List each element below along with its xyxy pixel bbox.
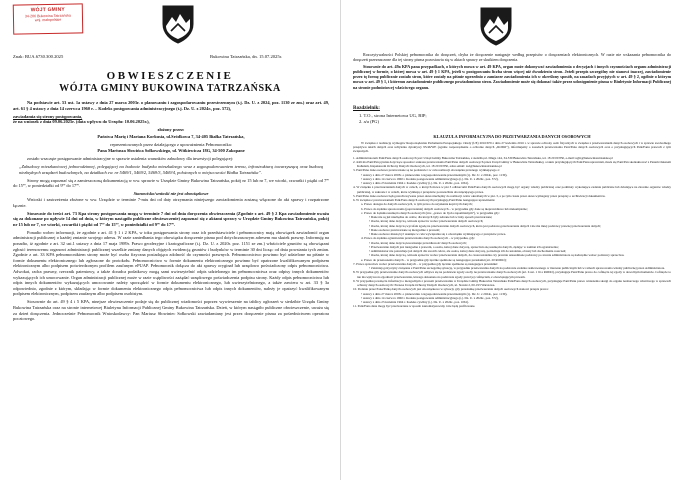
stamp-line-1: WÓJT GMINY [30, 6, 66, 14]
stamp-line-3: woj. małopolskie [34, 17, 62, 23]
gdpr-clause-item: • Osoba, której dane dotyczą, wniosła sprzeciw wobec przetwarzania danych osobowych; [369, 219, 484, 224]
document-page-right [341, 0, 679, 480]
gdpr-clause-item: e. Prawo do przenoszenia danych – w przypadku gdy łącznie spełnione są następujące przesłanki (art. 20 RODO); [361, 257, 507, 262]
gdpr-clause-title: KLAUZULA INFORMACYJNA DO PRZETWARZANIA DANYCH OSOBOWYCH [433, 133, 591, 139]
stamp-line-2: 34-206 Bukowina Tatrzańska [24, 13, 72, 18]
gdpr-clause-item: • ustawy z dnia 23 kwietnia 1964 r. Kodeks cywilny (t.j. Dz. U. z 2024r., poz. 1061). [361, 181, 469, 186]
notify-line: że na wniosek z dnia 09.06.2025r. (data wpływu do Urzędu: 10.06.2025r.), [13, 119, 150, 125]
represented-label: reprezentowanych przez działającego z upoważnienia Pełnomocnika: [110, 141, 232, 147]
gdpr-clause-item: • Administrator nie potrzebuje już danych dla swoich celów, ale osoba, której dane dotyczą, potrzebuje ich do ustalenia, obrony lub dochodzenia roszczeń; [369, 249, 567, 254]
office-stamp [13, 3, 84, 34]
gdpr-clause-item: a. Prawo dostępu do danych osobowych, w tym prawo do uzyskania kopii tych danych; [361, 202, 473, 207]
gdpr-clause-item: • Osoba, której dane dotyczą wycofała zgodę na przetwarzanie danych osobowych, która jest podstawą przetwarzania danych i nie ma innej podstawy prawnej przetwarzania danych; [369, 223, 602, 228]
continuation-paragraph-2: Stosownie do art. 49a KPA pana przypadkach, o których mowa w art. 49 KPA, organ może dokonywać zawiadomienia o decyzjach i innych czynnościach organu administracji publicznej w formie, o której mowa w art. 49 § 1 KPA, jeżeli w postępowaniu liczba stron więcej niż dwudziestu stron. Jeżeli przepis szczególny nie stanowi inaczej, zawiadomienie przez tę formę publicznie zostało stron, które zostały na piśmie uprzednio z zamiarze zawiadomienia ich w określony sposób, na zasadach przyjętych w art. 49 § 2, ogólnie o którym mowa w art. 49 § 1, i któremu zawiadomienie publicznego powiadomiono stron. Zawiadomienie może się dokonać także przez udostępnienie pisma w Biuletynie Informacji Publicznej na stronie podmiotowej właściwego organu. [353, 64, 671, 90]
gdpr-clause-item: 1. Administratorem Pani/Pana danych osobowych jest: Urząd Gminy Bukowina Tatrzańska, z siedzibą ul. Długa 144, 34-530 Bukowina Tatrzańska, tel. 18 20 00 850, e-mail: ugbt@bukowinatatrzanska.pl [353, 155, 613, 160]
gdpr-clause-item: • ustawy z dnia 27 marca 2003r. o planowaniu i zagospodarowaniu przestrzennym (t.j. Dz. U. z 2024r., poz. 1130), [361, 172, 508, 177]
coat-of-arms-icon [479, 6, 513, 46]
legal-info-paragraph: Ponadto wobec informacji, że zgodnie z art. 41 § 1 i 2 KPA, w toku postępowania strony oraz ich przedstawiciele i pełnomocnicy mają obowiązek zawiadomić organ administracji publicznej o każdej zmianie swojego adresu. W razie zaniedbania tego obowiązku doręczenie pisma pod dotychczasowym adresem ma skutek prawny. Informuję na ponadto, iż zgodnie z art. 32 ust.1 ustawy z dnia 17 maja 1989r. Prawo geodezyjne i kartograficzne (t.j. Dz. U. z 2020r. poz. 1151 ze zm.) właściciele gruntów są obowiązani zgłosić terenowemu organowi administracji publicznej wszelkie zmiany danych objętych ewidencją gruntów i budynków w terminie 30 dni licząc od dnia powstania tych zmian. Zgodnie z art. 33 KPA pełnomocnikiem strony może być osoba fizyczna posiadająca zdolność do czynności prawnych. Pełnomocnictwo powinno być udzielone na piśmie w formie dokumentu elektronicznego lub zgłoszone do protokołu. Pełnomocnictwo w formie dokumentu elektronicznego powinno być opatrzone kwalifikowanym podpisem elektronicznym albo podpisem potwierdzonym profilem zaufanym ePUAP. Pełnomocnik dołącza do akt sprawy oryginał lub urzędowo poświadczony odpis pełnomocnictwa. Adwokat, radca prawny, rzecznik patentowy, a także doradca podatkowy mogą sami uwierzytelnić odpis udzielonego im pełnomocnictwa oraz odpisy innych dokumentów wykazujących ich umocowanie. Organ administracji publicznej może w razie wątpliwości zażądać urzędowego poświadczenia podpisu strony. Każdy odpis pełnomocnictwa lub odpis innych dokumentów wykazujących umocowanie należy sporządzić w formie dokumentu elektronicznego, lub uwierzytelnionego, a także zawiera w art. 33 § 3a odpowiednio, zgodnie z którym, składając w formie dokumentu elektronicznego odpis pełnomocnictwa lub odpis innych dokumentów, należy je opatrzyć kwalifikowanym podpisem elektronicznym, podpisem zaufanym albo podpisem osobistym. [13, 229, 329, 297]
gdpr-clause-item: 7. Prawo sprzeciwu wobec przetwarzania danych – w przypadku gdy łącznie spełnione są następujące przesłanki: [353, 261, 498, 266]
access-paragraph: Strony mogą zapoznać się z zamieszczoną dokumentacją w ww. sprawie w Urzędzie Gminy Bukowina Tatrzańska, pokój nr 15 lub nr 7, we wtorki, czwartki i piątki od 7ºº do 15ºº, w poniedziałki od 9ºº do 17ºº. [13, 177, 329, 189]
gdpr-clause-item: 2. Jeśli ma Pani/Pan pytania dotyczące sposobu i zakresu przetwarzania Pani/Pana danych osobowych przez Urząd Gminy w Bukowinie Tatrzańskiej, a także przysługujących Pani/Panu uprawnień, może się Pani/Pan skontaktować z Panem Oskarem Kahulem, Inspektorem Ochrony Danych Osobowych, tel. 18 20 00 850, adres email: iod@bukowinatatrzanska.pl [353, 159, 671, 169]
gdpr-clause-item: • Dane osobowe przetwarzane są niezgodnie z prawem; [369, 227, 440, 232]
distribution-item: 2. a/a (PG) [359, 118, 380, 124]
gdpr-clause-item: 5. Pani/Pana dane osobowe będą przechowywane przez okres niezbędny do realizacji celów określonych w pkt. 3, a po tym czasie przez okres wymagany przez przepisy o archiwizacji dokumentów. [353, 193, 606, 198]
gdpr-clause-item: • Przetwarzanie danych jest niezgodne z prawem, a osoba, której dane dotyczą, sprzeciwia się usunięciu danych, żądając w zamian ich ograniczenia; [369, 244, 559, 249]
gdpr-clause [353, 141, 671, 309]
distribution-title: Rozdzielnik: [353, 105, 380, 111]
gdpr-clause-item: • ustawy z dnia 14 czerwca 1960 r. Kodeks postępowania administracyjnego (t.j. Dz. U. z 2024r., poz. 572), [361, 295, 499, 300]
place-and-date: Bukowina Tatrzańska, dn. 15.07.2025r. [210, 54, 283, 59]
distribution-list [353, 113, 671, 125]
gdpr-clause-item: 6. W związku z przetwarzaniem Pani/Pana danych osobowych przysługują Pani/Panu następujące uprawnienia: [353, 198, 496, 203]
gdpr-clause-item: b. Prawo do żądania sprostowania (poprawiania) danych osobowych – w przypadku gdy dane są nieprawidłowe lub niekompletne; [361, 206, 528, 211]
gdpr-clause-item: 9. W przypadku powzięcia informacji o niezgodnym z prawem przetwarzaniu w Urzędzie Gminy Bukowina Tatrzańska Pani/Pana danych osobowych, przysługuje Pani/Panu prawo wniesienia skargi do organu nadzorczego właściwego w sprawach ochrony danych osobowych: Prezesa Urzędu Ochrony Danych Osobowych, ul. Stawki 2, 00-193 Warszawa. [353, 278, 671, 288]
gdpr-intro: W związku z realizacją wymogów Rozporządzenia Parlamentu Europejskiego i Rady (UE) 2016/679 z dnia 27 kwietnia 2016 r. w sprawie ochrony osób fizycznych w związku z przetwarzaniem danych osobowych i w sprawie swobodnego przepływu takich danych oraz uchylenia dyrektywy 95/46/WE (ogólne rozporządzenie o ochronie danych „RODO”), informujemy o zasadach przetwarzania Pani/Pana danych osobowych oraz o przysługujących Pani/Panu prawach z tym związanych. [353, 140, 671, 154]
notify-label: zawiadamia się strony postępowania, [13, 113, 83, 119]
filed-by-label: złożony przez: [157, 127, 185, 133]
remarks-paragraph: Wnioski i zastrzeżenia złożone w ww. Urzędzie w terminie 7-miu dni od daty otrzymania niniejszego zawiadomienia zostaną włączone do akt sprawy i rozpatrzone łącznie. [13, 197, 329, 208]
announced-note: Stanowisko/wnioski nie jest obowiązkowe [133, 191, 209, 197]
gdpr-clause-item: • Dane osobowe muszą być usunięte w celu wywiązania się z obowiązku wynikającego z przepisów prawa. [369, 232, 507, 237]
applicant: Państwa Marię i Mariana Korkusia, ul.Sródkowa 7, 34-405 Białka Tatrzańska, [97, 133, 245, 139]
investment-description: „Zabudowy mieszkaniowej jednorodzinnej, polegającej na budowie budynku mieszkalnego wraz z zagospodarowaniem terenu, infrastrukturą towarzyszącą oraz budową niezbędnych urządzeń budowlanych, na działkach ew. nr 5469/1, 5469/2, 5469/3, 5469/4, położonych w miejscowości Białka Tatrzańska”. [19, 164, 323, 175]
document-subtitle: WÓJTA GMINY BUKOWINA TATRZAŃSKA [59, 83, 281, 94]
distribution-item: 1. T.O., strona Internetowa UG, BIP; [359, 112, 427, 118]
document-title: OBWIESZCZENIE [106, 70, 234, 82]
gdpr-clause-item: • Osoba, której dane dotyczą, wniosła sprzeciw wobec przetwarzania danych, do czasu ustalenia czy prawnie uzasadnione podstawy po stronie administratora są nadrzędne wobec podstawy sprzeciwu. [369, 253, 625, 258]
gdpr-clause-item: 11. Pani/Pana dane mogą być przetwarzane w sposób zautomatyzowany i nie będą profilowane. [353, 304, 476, 309]
gdpr-clause-item: • ustawy z dnia 14 czerwca 1960 r. Kodeks postępowania administracyjnego (t.j. Dz. U. z 2024r., poz. 572), [361, 176, 499, 181]
art73-paragraph: Stosownie do treści art. 73 Kpa strony postępowania mogą w terminie 7 dni od dnia doręczenia obwieszczenia (Zgodnie z art. 49 § 2 Kpa zawiadomienie uważa się za dokonane po upływie 14 dni od dnia, w którym nastąpiło publiczne obwieszczenie) zapoznać się z aktami sprawy w Urzędzie Gminy Bukowina Tatrzańska, pokój nr 15 lub nr 7, we wtorki, czwartki i piątki od 7ºº do 15ºº, w poniedziałki od 9ºº do 17ºº. [13, 210, 329, 227]
continuation-body [353, 52, 671, 309]
coat-of-arms-icon [161, 4, 195, 44]
continuation-paragraph-1: Rozczytywalności Polskiej pełnomocnika do doręczeń, chyba że doręczenie następuje według przepisów o doręczeniach elektronicznych. W razie nie wskazania pełnomocnika do doręczeń przeznaczone dla tej strony pisma pozostawia się w aktach sprawy ze skutkiem doręczenia. [353, 52, 671, 63]
gdpr-clause-item: • Dane nie są już niezbędne do celów, dla których były zebrane lub w inny sposób przetwarzane; [369, 215, 493, 220]
publication-paragraph: Stosownie do art. 49 § 4 i 5 KPA, ninejsze obwieszczenie podaje się do publicznej wiadomości poprzez wywieszenie na tablicy ogłoszeń w siedzibie Urzędu Gminy Bukowina Tatrzańska oraz na stronie internetowej Biuletynu Informacji Publicznej Gminy Bukowina Tatrzańska. Dzień, w którym nastąpiło publiczne obwieszczenie, uważa się za dzień doręczenia. Jednocześnie Pełnomocnik Wnioskodawcy: Pan Mariusz Słowiniec Sołkowski zawiadamiany jest przez doręczenie pisma za pośrednictwem operatora pocztowego. [13, 299, 329, 322]
gdpr-clause-item: • Zaistnieją przyczyny związane z Pani/Pana szczególną sytuacją, w przypadku przetwarzania danych na podstawie zadania realizowanego w interesie publicznym lub w ramach sprawowania władzy publicznej przez Administratora. [369, 266, 666, 271]
proxy: Pana Mariusza Słowińca Sołkowskiego, ul. Witkiewicza 18G, 34-500 Zakopane [97, 148, 245, 154]
gdpr-clause-item: 3. Pani/Pana dane osobowe przetwarzane są na podstawie i w celu realizacji obowiązku prawnego wynikającego z: [353, 168, 500, 173]
gdpr-clause-item: 4. W związku z przetwarzaniem danych w celach, o których mowa w pkt 3 odbiorcami Pani/Pana danych osobowych mogą być organy władzy publicznej oraz podmioty wykonujące zadania publiczne lub działające na zlecenie organów władzy publicznej, w zakresie i w celach, które wynikają z przepisów powszechnie obowiązującego prawa. [353, 185, 671, 194]
gdpr-clause-item: 8. W przypadku gdy przetwarzanie danych osobowych odbywa się na podstawie zgody osoby na przetwarzanie danych osobowych (art. 6 ust. 1 lit a RODO), przysługuje Pani/Panu prawo do cofnięcia tej zgody w dowolnym momencie. Cofnięcie to nie ma wpływu na zgodność przetwarzania, którego dokonano na podstawie zgody przed jej cofnięciem, z obowiązującym prawem. [353, 270, 671, 279]
gdpr-clause-item: d. Prawo do żądania ograniczenia przetwarzania danych osobowych – w przypadku, gdy: [361, 236, 475, 241]
initiated-paragraph: zostało wszczęte postępowanie administracyjne w sprawie ustalenia warunków zabudowy dla inwestycji polegającej: [27, 156, 234, 162]
gdpr-clause-item: • Osoba, której dane dotyczą kwestionuje prawidłowość danych osobowych; [369, 240, 467, 245]
case-reference: Znak: BUA.6730.300.2025 [13, 54, 64, 59]
gdpr-clause-item: • ustawy z dnia 27 marca 2003r. o planowaniu i zagospodarowaniu przestrzennym (t.j. Dz. U. z 2024r., poz. 1130), [361, 291, 508, 296]
legal-basis-paragraph: Na podstawie art. 53 ust. 1a ustawy z dnia 27 marca 2003r. o planowaniu i zagospodarowaniu przestrzennym (t.j. Dz. U. z 2024, poz. 1130 ze zm.) oraz art. 49, art. 61 § 4 ustawy z dnia 14 czerwca 1960 r. – Kodeks postępowania administracyjnego (t.j. Dz. U. z 2024r., poz. 572), [13, 100, 329, 111]
gdpr-clause-item: c. Prawo do żądania usunięcia danych osobowych (tzw. „prawo do bycia zapomnianym”), w przypadku gdy: [361, 210, 500, 215]
gdpr-clause-item: • ustawy z dnia 23 kwietnia 1964 r. Kodeks cywilny (t.j. Dz. U. z 2024r., poz. 1061). [361, 300, 469, 305]
gdpr-clause-item: 10. Podanie przez Pana/Panią danych osobowych jest obowiązkowe w sytuacji, gdy przesłankę przetwarzania danych osobowych stanowi przepis prawa: [353, 287, 549, 292]
notice-body [13, 100, 329, 324]
